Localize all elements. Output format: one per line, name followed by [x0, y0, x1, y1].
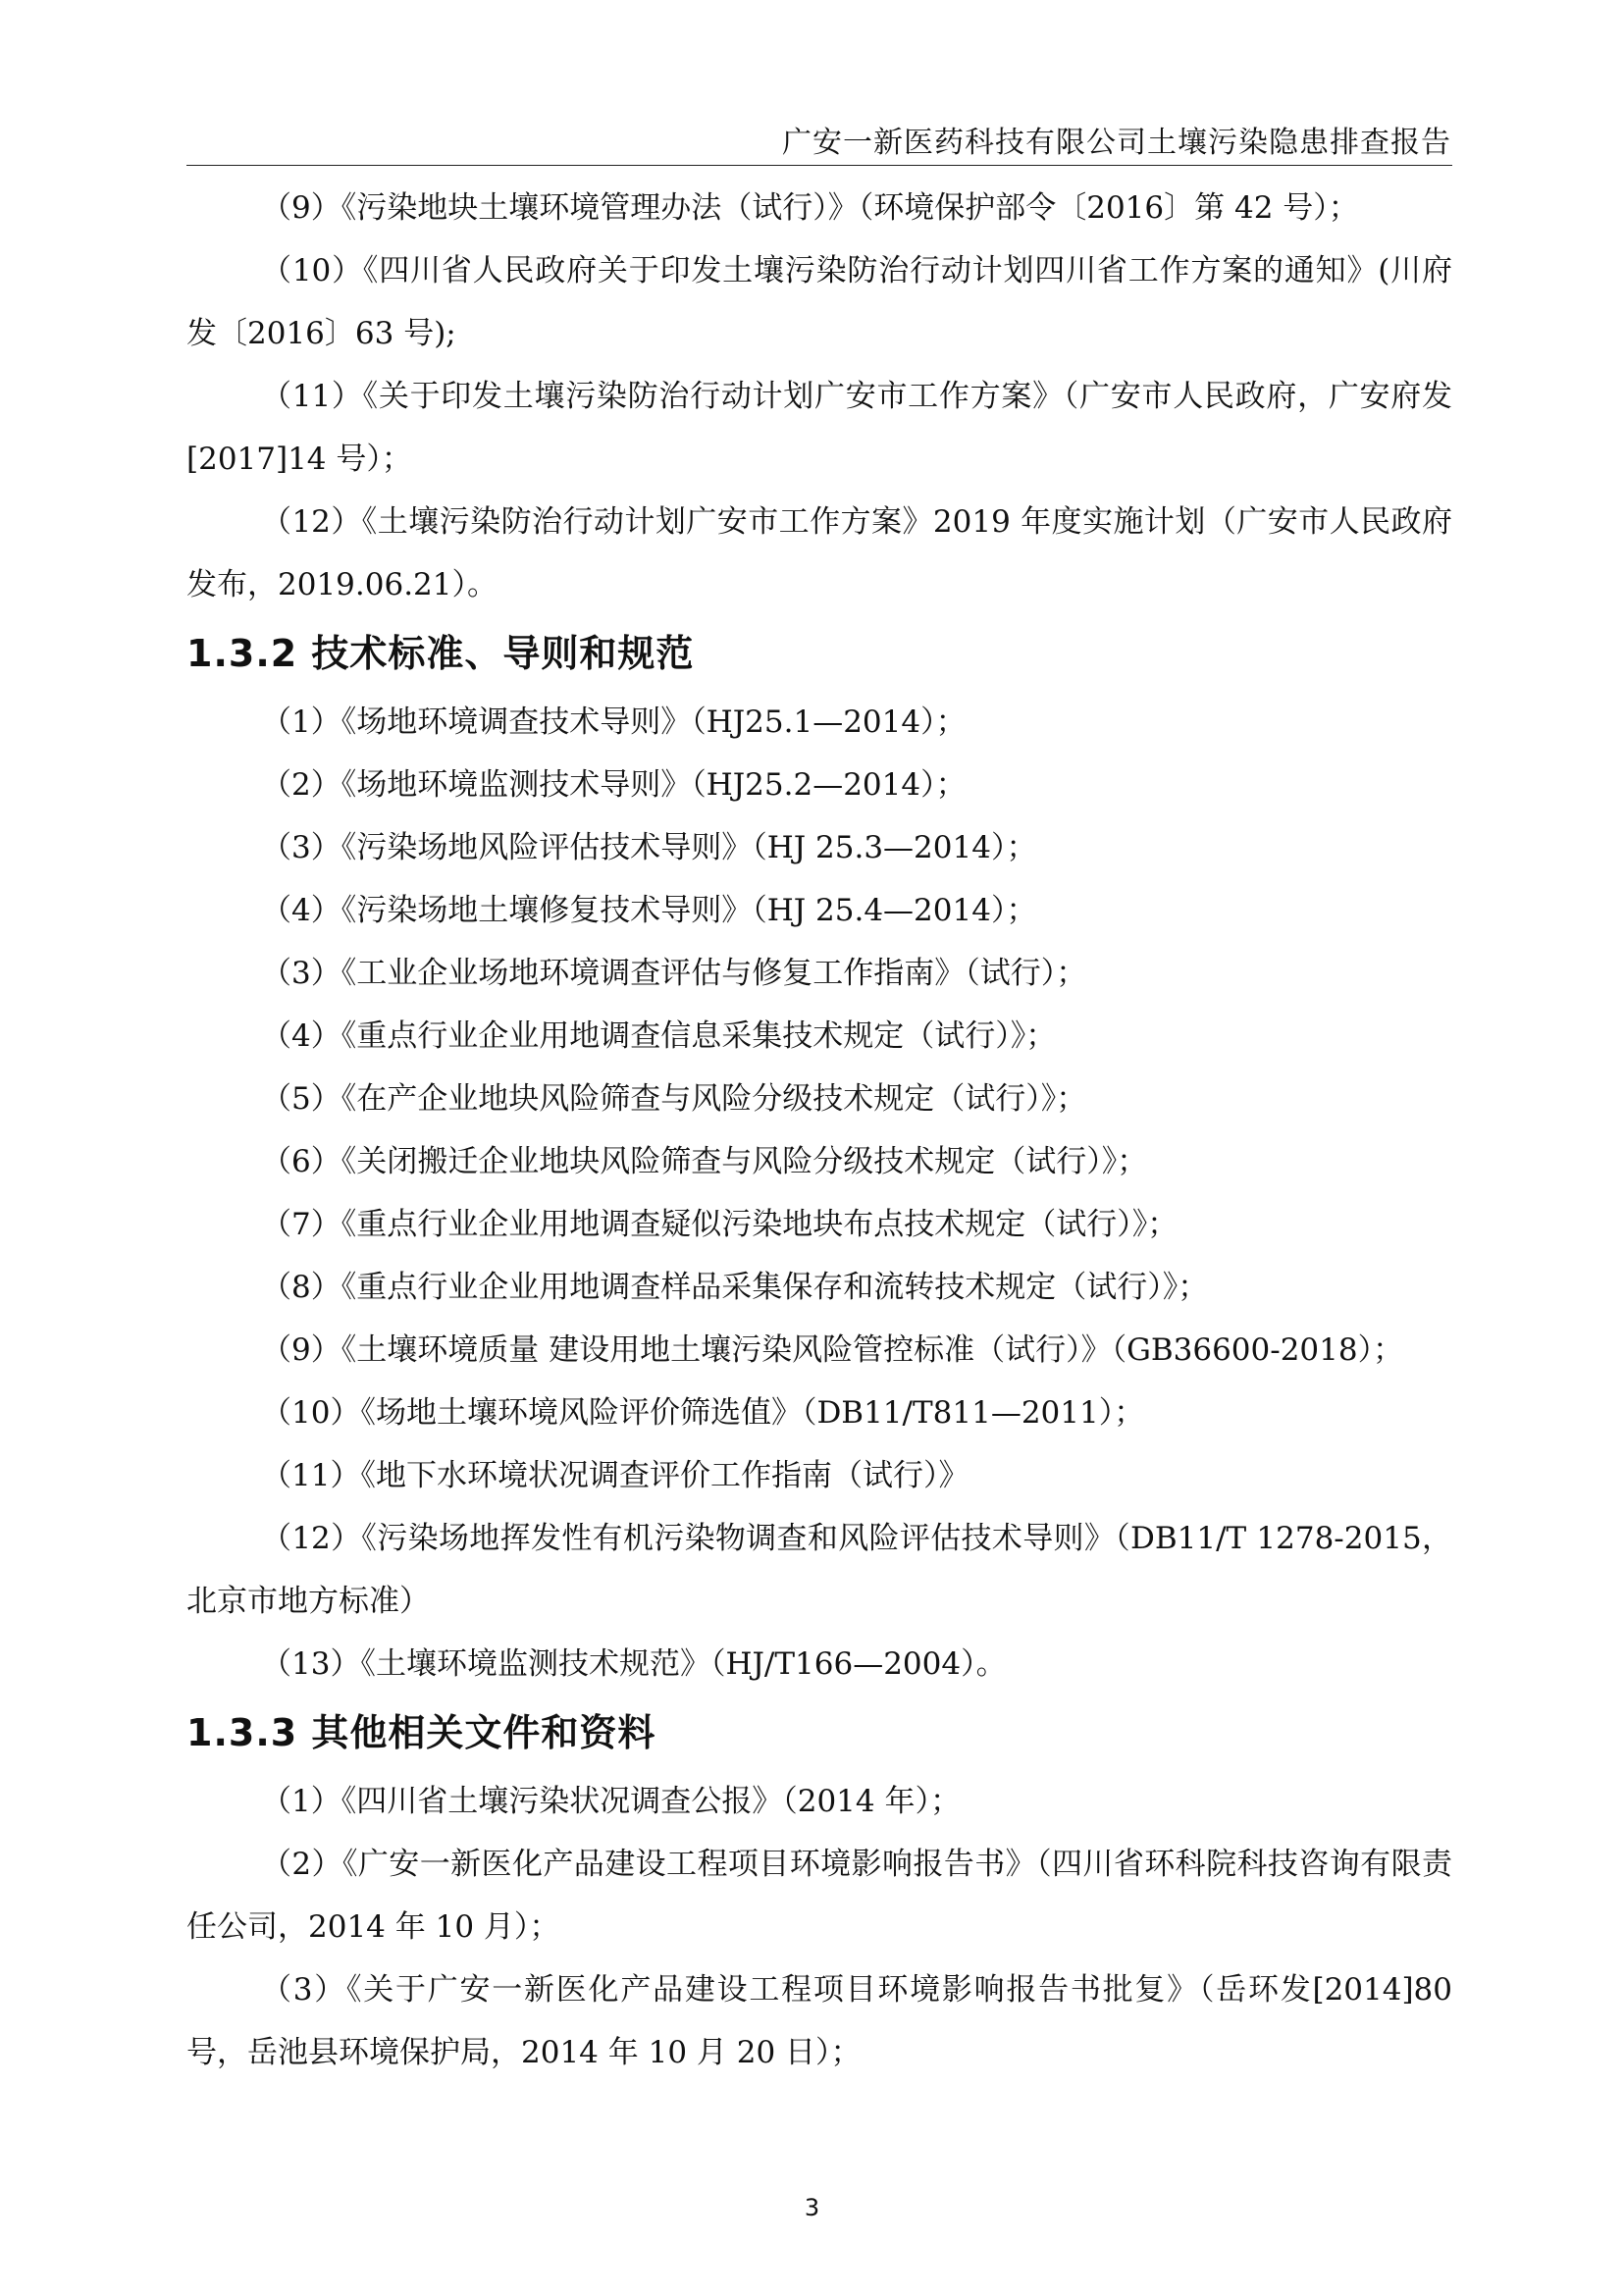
- page-header: 广安一新医药科技有限公司土壤污染隐患排查报告: [782, 126, 1451, 160]
- standard-item: （10）《场地土壤环境风险评价筛选值》（DB11/T811—2011）；: [261, 1395, 1145, 1431]
- standard-item: （3）《工业企业场地环境调查评估与修复工作指南》（试行）；: [261, 956, 1087, 991]
- document-body: [186, 177, 1452, 2084]
- standard-item: （8）《重点行业企业用地调查样品采集保存和流转技术规定（试行）》；: [261, 1270, 1209, 1305]
- standard-item: （5）《在产企业地块风险筛查与风险分级技术规定（试行）》；: [261, 1081, 1087, 1117]
- standard-item: （13）《土壤环境监测技术规范》（HJ/T166—2004）。: [261, 1646, 1007, 1682]
- standard-item: （2）《场地环境监测技术导则》（HJ25.2—2014）；: [261, 767, 967, 803]
- header-rule: [186, 165, 1452, 166]
- reference-item: （9）《污染地块土壤环境管理办法（试行）》（环境保护部令〔2016〕第 42 号）；: [261, 190, 1359, 226]
- reference-item: （12）《土壤污染防治行动计划广安市工作方案》2019 年度实施计划（广安市人民政府发布，2019.06.21）。: [186, 504, 1452, 602]
- standard-item: （3）《污染场地风险评估技术导则》（HJ 25.3—2014）；: [261, 830, 1037, 865]
- section-heading-1-3-3: 1.3.3 其他相关文件和资料: [186, 1711, 656, 1754]
- standard-item: （1）《场地环境调查技术导则》（HJ25.1—2014）；: [261, 704, 967, 740]
- document-item: （2）《广安一新医化产品建设工程项目环境影响报告书》（四川省环科院科技咨询有限责任公司，2014 年 10 月）；: [186, 1847, 1452, 1945]
- reference-item: （11）《关于印发土壤污染防治行动计划广安市工作方案》（广安市人民政府，广安府发[2017]14 号）；: [186, 379, 1452, 477]
- page-number: 3: [804, 2194, 820, 2221]
- standard-item: （4）《重点行业企业用地调查信息采集技术规定（试行）》；: [261, 1018, 1057, 1054]
- section-heading-1-3-2: 1.3.2 技术标准、导则和规范: [186, 632, 695, 675]
- document-item: （1）《四川省土壤污染状况调查公报》（2014 年）；: [261, 1784, 961, 1819]
- standard-item: （7）《重点行业企业用地调查疑似污染地块布点技术规定（试行）》；: [261, 1207, 1179, 1242]
- standard-item: （6）《关闭搬迁企业地块风险筛查与风险分级技术规定（试行）》；: [261, 1144, 1148, 1179]
- reference-item: （10）《四川省人民政府关于印发土壤污染防治行动计划四川省工作方案的通知》(川府发〔2016〕63 号);: [186, 253, 1452, 351]
- standard-item: （4）《污染场地土壤修复技术导则》（HJ 25.4—2014）；: [261, 893, 1037, 928]
- standard-item: （11）《地下水环境状况调查评价工作指南（试行）》: [261, 1458, 969, 1493]
- standard-item: （9）《土壤环境质量 建设用地土壤污染风险管控标准（试行）》（GB36600-2018）；: [261, 1332, 1404, 1368]
- standard-item: （12）《污染场地挥发性有机污染物调查和风险评估技术导则》（DB11/T 1278-2015，北京市地方标准）: [186, 1521, 1452, 1619]
- document-item: （3）《关于广安一新医化产品建设工程项目环境影响报告书批复》（岳环发[2014]80 号，岳池县环境保护局，2014 年 10 月 20 日）；: [186, 1972, 1452, 2070]
